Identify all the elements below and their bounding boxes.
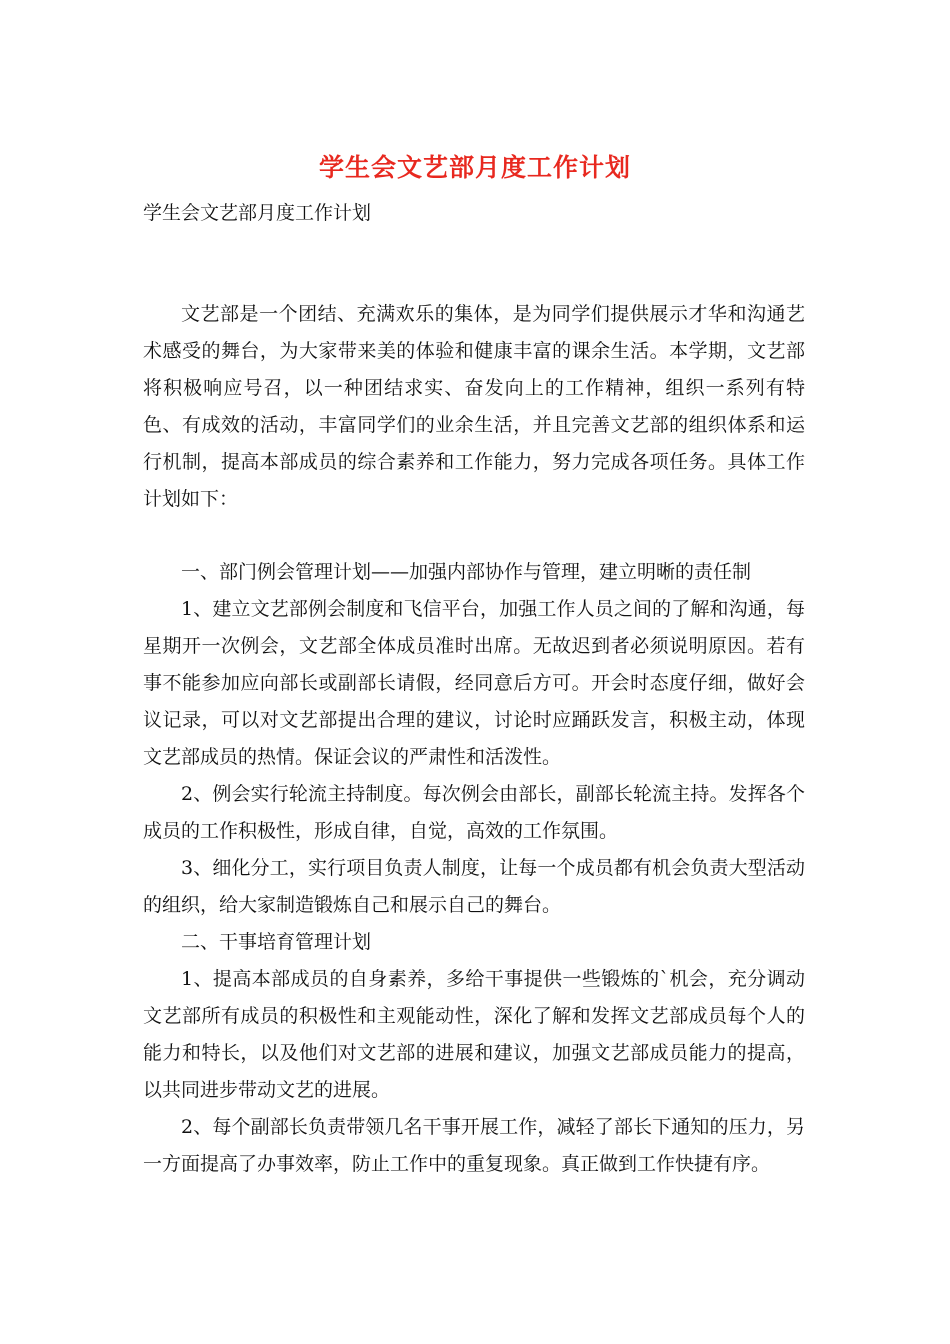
intro-paragraph: 文艺部是一个团结、充满欢乐的集体，是为同学们提供展示才华和沟通艺术感受的舞台，为大家带来美的体验和健康丰富的课余生活。本学期，文艺部将积极响应号召，以一种团结求实、奋发向上的工作精神，组织一系列有特色、有成效的活动，丰富同学们的业余生活，并且完善文艺部的组织体系和运行机制，提高本部成员的综合素养和工作能力，努力完成各项任务。具体工作计划如下：	[143, 303, 805, 510]
paragraph-item: 1、提高本部成员的自身素养，多给干事提供一些锻炼的`机会，充分调动文艺部所有成员的积极性和主观能动性，深化了解和发挥文艺部成员每个人的能力和特长，以及他们对文艺部的进展和建议，加强文艺部成员能力的提高，以共同进步带动文艺的进展。	[143, 968, 805, 1101]
paragraph-item: 3、细化分工，实行项目负责人制度，让每一个成员都有机会负责大型活动的组织，给大家制造锻炼自己和展示自己的舞台。	[143, 857, 805, 916]
document-subtitle: 学生会文艺部月度工作计划	[143, 202, 372, 224]
paragraph-item: 1、建立文艺部例会制度和飞信平台，加强工作人员之间的了解和沟通，每星期开一次例会，文艺部全体成员准时出席。无故迟到者必须说明原因。若有事不能参加应向部长或副部长请假，经同意后方可。开会时态度仔细，做好会议记录，可以对文艺部提出合理的建议，讨论时应踊跃发言，积极主动，体现文艺部成员的热情。保证会议的严肃性和活泼性。	[143, 598, 805, 768]
section-heading-1: 一、部门例会管理计划——加强内部协作与管理，建立明晰的责任制	[181, 561, 752, 583]
document-title: 学生会文艺部月度工作计划	[318, 153, 631, 182]
paragraph-item: 2、例会实行轮流主持制度。每次例会由部长，副部长轮流主持。发挥各个成员的工作积极性，形成自律，自觉，高效的工作氛围。	[143, 783, 805, 842]
section-heading-2: 二、干事培育管理计划	[181, 931, 372, 953]
document-body	[143, 296, 805, 1183]
paragraph-item: 2、每个副部长负责带领几名干事开展工作，减轻了部长下通知的压力，另一方面提高了办事效率，防止工作中的重复现象。真正做到工作快捷有序。	[143, 1116, 805, 1175]
